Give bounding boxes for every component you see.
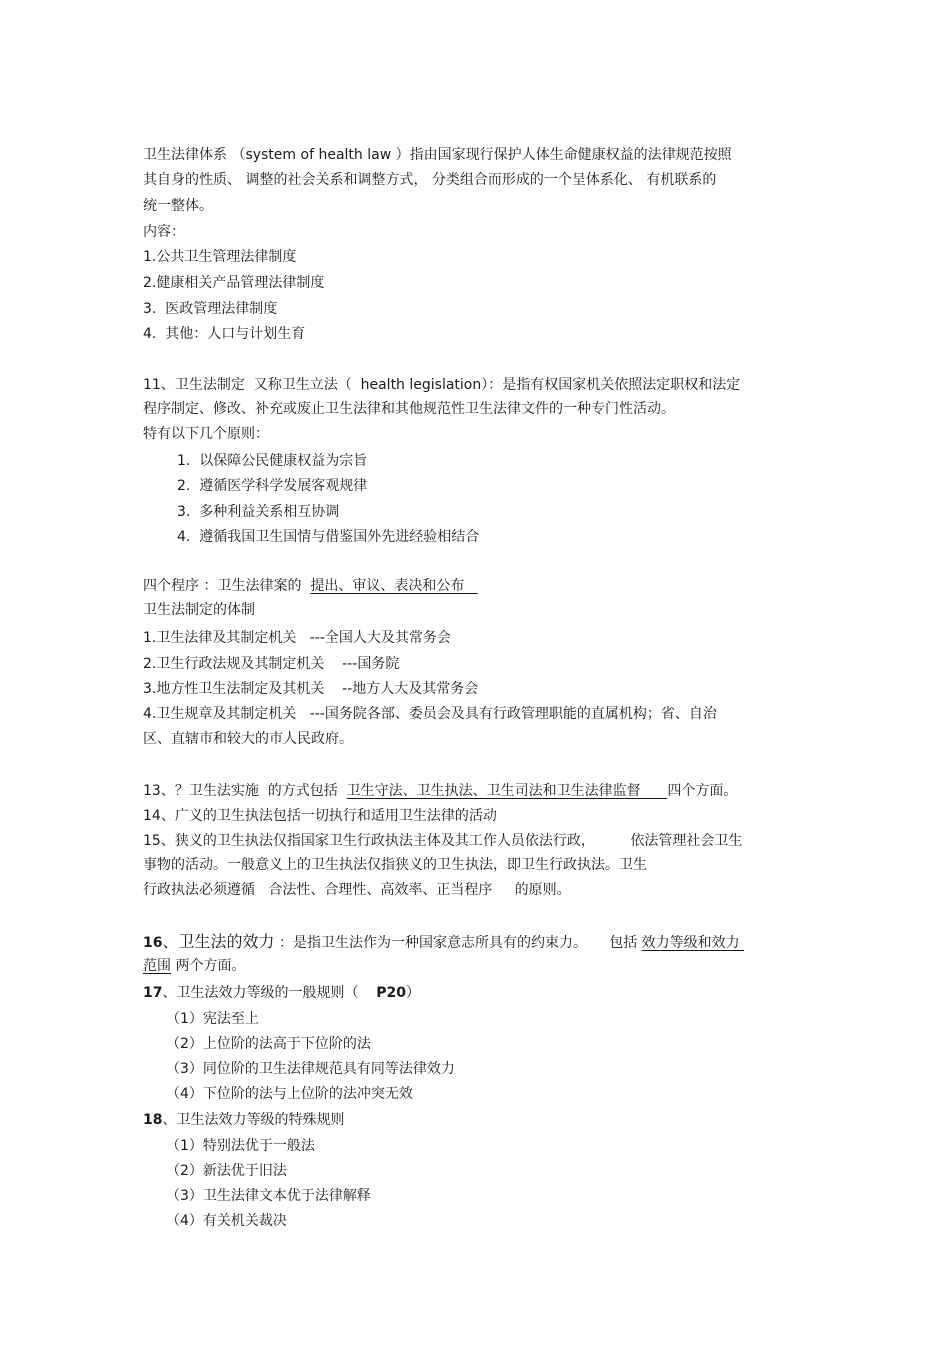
four-procedures-line (143, 577, 478, 595)
page-ref: P20 (376, 985, 407, 1001)
content-item: 4. 其他：人口与计划生育 (143, 326, 306, 342)
system-item: 1.卫生法律及其制定机关 ---全国人大及其常务会 (143, 630, 451, 646)
item-16-heading: 、卫生法的效力 (162, 932, 275, 951)
system-title: 卫生法制定的体制 (143, 602, 255, 618)
system-item-continued: 区、直辖市和较大的市人民政府。 (143, 731, 353, 747)
general-rule-item: （4）下位阶的法与上位阶的法冲突无效 (166, 1086, 413, 1102)
item-15-line-3: 行政执法必须遵循 合法性、合理性、高效率、正当程序 的原则。 (143, 882, 571, 898)
system-item: 3.地方性卫生法制定及其机关 --地方人大及其常务会 (143, 681, 479, 697)
item-16-line-1 (143, 933, 744, 952)
definition-line-3: 统一整体。 (143, 198, 213, 214)
definition-line-1: 卫生法律体系 （system of health law ）指由国家现行保护人体生命健康权益的法律规范按照 (143, 147, 732, 163)
item-17-close: ） (406, 985, 421, 1001)
principle-item: 1. 以保障公民健康权益为宗旨 (177, 453, 368, 469)
principle-item: 4. 遵循我国卫生国情与借鉴国外先进经验相结合 (177, 529, 480, 545)
content-item: 3. 医政管理法律制度 (143, 301, 278, 317)
principle-item: 2. 遵循医学科学发展客观规律 (177, 478, 368, 494)
item-13-prefix: 13、？卫生法实施 的方式包括 (143, 783, 347, 799)
system-item: 4.卫生规章及其制定机关 ---国务院各部、委员会及具有行政管理职能的直属机构；省、自治 (143, 706, 717, 722)
item-16-line-2 (143, 957, 245, 975)
item-17-line (143, 984, 420, 1002)
special-rule-item: （2）新法优于旧法 (166, 1163, 287, 1179)
item-16-suffix: 两个方面。 (171, 958, 246, 974)
item-18-number: 18 (143, 1112, 163, 1128)
item-16-underlined-1: 效力等级和效力 (641, 935, 745, 951)
item-18-line (143, 1111, 344, 1129)
item-15-line-2: 事物的活动。一般意义上的卫生执法仅指狭义的卫生执法，即卫生行政执法。卫生 (143, 857, 647, 873)
item-17-text: 、卫生法效力等级的一般规则（ (162, 985, 377, 1001)
special-rule-item: （4）有关机关裁决 (166, 1213, 287, 1229)
content-label: 内容： (143, 224, 185, 240)
item-16-number: 16 (143, 935, 163, 951)
special-rule-item: （1）特别法优于一般法 (166, 1138, 315, 1154)
item-18-text: 、卫生法效力等级的特殊规则 (162, 1112, 345, 1128)
special-rule-item: （3）卫生法律文本优于法律解释 (166, 1188, 371, 1204)
item-14-line: 14、广义的卫生执法包括一切执行和适用卫生法律的活动 (143, 808, 497, 824)
principles-intro: 特有以下几个原则： (143, 426, 269, 442)
system-item: 2.卫生行政法规及其制定机关 ---国务院 (143, 656, 400, 672)
item-16-underlined-2: 范围 (143, 958, 171, 974)
item-13-suffix: 四个方面。 (667, 783, 738, 799)
definition-line-2: 其自身的性质、 调整的社会关系和调整方式， 分类组合而形成的一个呈体系化、 有机联系的 (143, 172, 717, 188)
legislation-line-1: 11、卫生法制定 又称卫生立法（ health legislation）：是指有权国家机关依照法定职权和法定 (143, 377, 741, 393)
procedures-prefix: 四个程序 ：卫生法律案的 (143, 578, 311, 594)
content-item: 2.健康相关产品管理法律制度 (143, 275, 325, 291)
item-17-number: 17 (143, 985, 163, 1001)
general-rule-item: （2）上位阶的法高于下位阶的法 (166, 1036, 371, 1052)
procedures-underlined: 提出、审议、表决和公布 (310, 578, 478, 594)
legislation-line-2: 程序制定、修改、补充或废止卫生法律和其他规范性卫生法律文件的一种专门性活动。 (143, 401, 675, 417)
item-16-text: ：是指卫生法作为一种国家意志所具有的约束力。 包括 (274, 935, 642, 951)
principle-item: 3. 多种利益关系相互协调 (177, 504, 340, 520)
item-13-line (143, 782, 737, 800)
content-item: 1.公共卫生管理法律制度 (143, 249, 297, 265)
item-15-line-1: 15、狭义的卫生执法仅指国家卫生行政执法主体及其工作人员依法行政， 依法管理社会卫生 (143, 833, 743, 849)
general-rule-item: （1）宪法至上 (166, 1011, 259, 1027)
item-13-underlined: 卫生守法、卫生执法、卫生司法和卫生法律监督 (346, 783, 668, 799)
general-rule-item: （3）同位阶的卫生法律规范具有同等法律效力 (166, 1061, 455, 1077)
